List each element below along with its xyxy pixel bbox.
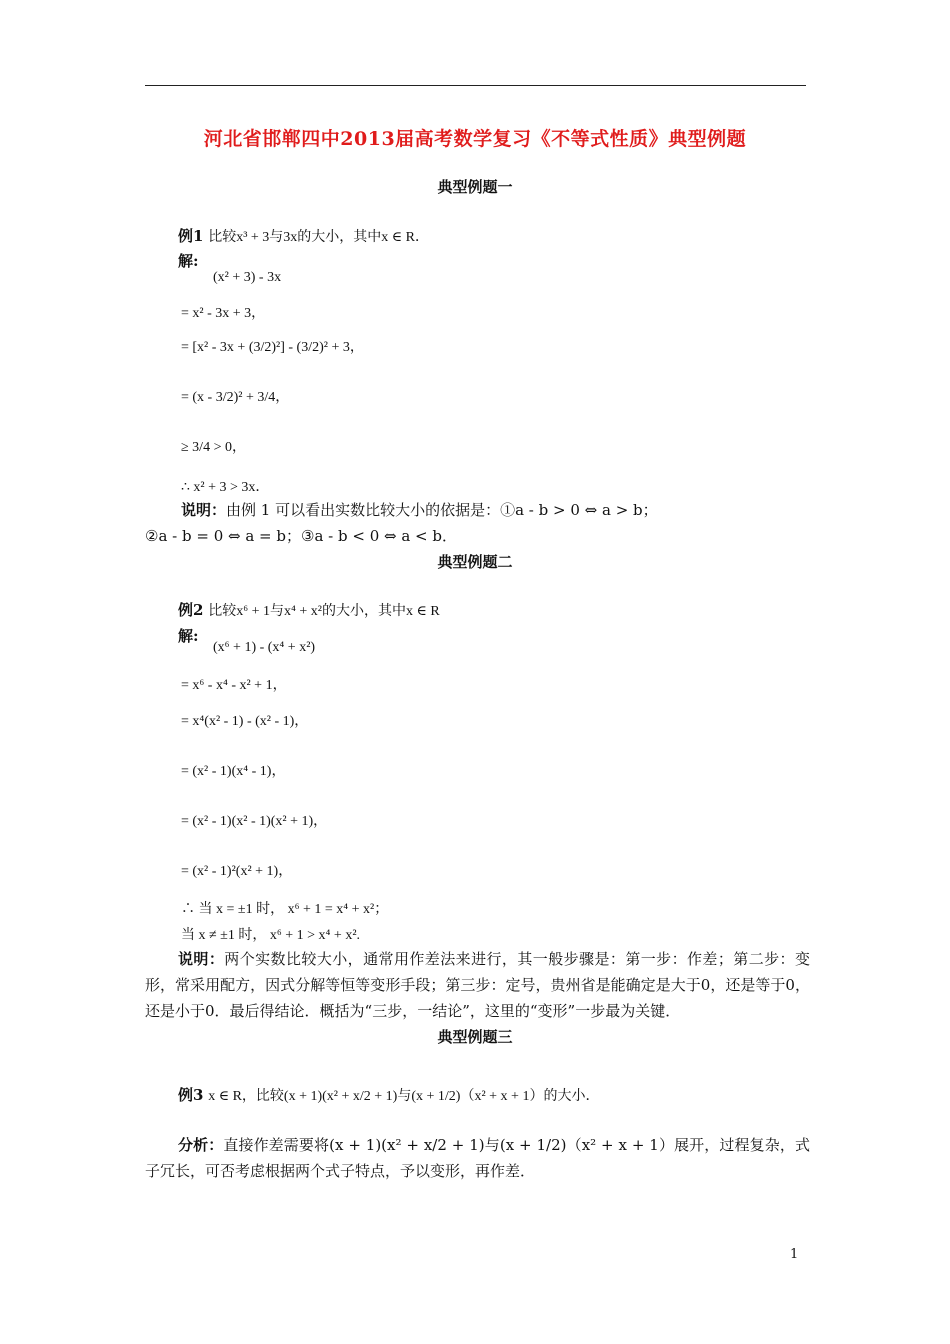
section-heading-1: 典型例题一	[437, 178, 513, 196]
example-3-question	[178, 1085, 599, 1107]
page-number: 1	[790, 1247, 799, 1262]
example-1-label: 例1	[178, 227, 204, 245]
example-2-step-1: (x⁶ + 1) - (x⁴ + x²)	[213, 640, 316, 655]
example-1-step-2: = x² - 3x + 3，	[181, 306, 266, 321]
example-2-note-text: 两个实数比较大小，通常用作差法来进行，其一般步骤是：第一步：作差；第二步：变形，常采用配方，因式分解等恒等变形手段；第三步：定号，贵州省是能确定是大于0，还是等于0，还是小于0．最后得结论．概括为“三步，一结论”，这里的“变形”一步最为关键．	[145, 950, 810, 1020]
page-title: 河北省邯郸四中2013届高考数学复习《不等式性质》典型例题	[203, 128, 747, 150]
example-1-solution-label: 解:	[178, 252, 199, 270]
example-1-conclusion: ∴ x² + 3 > 3x．	[181, 480, 270, 495]
section-heading-2: 典型例题二	[437, 553, 513, 571]
example-3-text: x ∈ R，比较(x + 1)(x² + x/2 + 1)与(x + 1/2)（x² + x + 1）的大小．	[208, 1089, 600, 1104]
example-3-analysis-label: 分析：	[178, 1136, 224, 1154]
example-1-note-line-2: ②a - b = 0 ⇔ a = b；③a - b < 0 ⇔ a < b．	[145, 527, 457, 545]
example-2-step-4: = (x² - 1)(x⁴ - 1)，	[181, 764, 286, 779]
example-2-solution-label: 解:	[178, 627, 199, 645]
example-2-step-3: = x⁴(x² - 1) - (x² - 1)，	[181, 714, 309, 729]
example-2-step-2: = x⁶ - x⁴ - x² + 1，	[181, 678, 287, 693]
example-2-note-label: 说明：	[178, 950, 225, 968]
section-heading-3: 典型例题三	[437, 1028, 513, 1046]
example-1-step-3: = [x² - 3x + (3/2)²] - (3/2)² + 3，	[181, 340, 364, 355]
example-1-step-4: = (x - 3/2)² + 3/4，	[181, 390, 290, 405]
example-2-question	[178, 600, 440, 622]
header-rule	[145, 85, 806, 86]
example-2-text: 比较x⁶ + 1与x⁴ + x²的大小，其中x ∈ R	[208, 604, 440, 619]
example-3-label: 例3	[178, 1086, 204, 1104]
example-1-step-1: (x² + 3) - 3x	[213, 270, 282, 285]
example-2-conclusion-1: ∴ 当 x = ±1 时， x⁶ + 1 = x⁴ + x²；	[181, 902, 389, 917]
example-1-note-text: 由例 1 可以看出实数比较大小的依据是：①a - b > 0 ⇔ a > b；	[226, 501, 658, 519]
example-1-step-5: ≥ 3/4 > 0，	[181, 440, 246, 455]
example-2-conclusion-2: 当 x ≠ ±1 时， x⁶ + 1 > x⁴ + x².	[181, 928, 361, 943]
example-1-question	[178, 226, 429, 248]
example-1-note	[181, 500, 658, 520]
example-2-label: 例2	[178, 601, 204, 619]
example-3-analysis	[145, 1132, 810, 1184]
example-2-step-5: = (x² - 1)(x² - 1)(x² + 1)，	[181, 814, 328, 829]
example-2-step-6: = (x² - 1)²(x² + 1)，	[181, 864, 293, 879]
example-1-text: 比较x³ + 3与3x的大小，其中x ∈ R．	[208, 230, 430, 245]
example-3-analysis-text: 直接作差需要将(x + 1)(x² + x/2 + 1)与(x + 1/2)（x² + x + 1）展开，过程复杂，式子冗长，可否考虑根据两个式子特点，予以变形，再作差．	[145, 1136, 810, 1180]
example-1-note-label: 说明：	[181, 501, 227, 519]
example-2-note	[145, 946, 810, 1024]
